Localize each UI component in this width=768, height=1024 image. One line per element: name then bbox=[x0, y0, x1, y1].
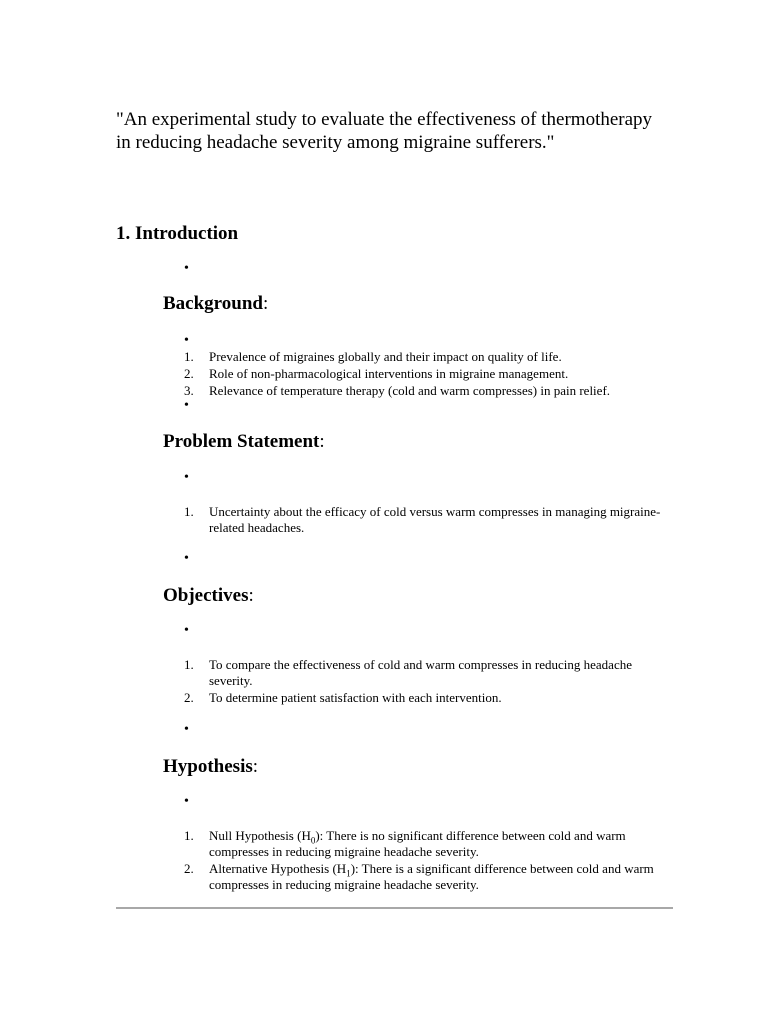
section-heading-introduction: 1. Introduction bbox=[116, 223, 239, 244]
bullet-marker: • bbox=[184, 261, 189, 276]
bullet-marker: • bbox=[184, 333, 189, 348]
bullet-marker: • bbox=[184, 794, 189, 809]
document-title: "An experimental study to evaluate the effectiveness of thermotherapy in reducing headache severity among migraine sufferers." bbox=[116, 109, 653, 153]
subheading-objectives-label: Objectives bbox=[163, 585, 249, 606]
list-item-text: To compare the effectiveness of cold and warm compresses in reducing headache severity. bbox=[209, 657, 632, 688]
list-item-number: 2. bbox=[184, 690, 194, 705]
list-item-text: Prevalence of migraines globally and their impact on quality of life. bbox=[209, 349, 562, 364]
subheading-colon: : bbox=[252, 756, 259, 777]
list-item-number: 1. bbox=[184, 828, 194, 843]
list-item bbox=[163, 366, 663, 382]
list-item bbox=[163, 504, 663, 536]
bullet-marker: • bbox=[184, 470, 189, 485]
subheading-background-label: Background bbox=[163, 293, 263, 314]
list-item-text: Role of non-pharmacological interventions in migraine management. bbox=[209, 366, 569, 381]
list-item-text: Uncertainty about the efficacy of cold versus warm compresses in managing migraine-related headaches. bbox=[209, 504, 661, 535]
subheading-colon: : bbox=[262, 293, 269, 314]
subheading-background bbox=[163, 292, 268, 316]
list-item-number: 1. bbox=[184, 657, 194, 672]
objectives-list bbox=[163, 657, 663, 707]
subheading-colon: : bbox=[319, 431, 325, 452]
list-item bbox=[163, 349, 663, 365]
bullet-marker: • bbox=[184, 722, 189, 737]
list-item-number: 1. bbox=[184, 504, 194, 519]
problem-statement-list bbox=[163, 504, 663, 537]
list-item-number: 2. bbox=[184, 366, 194, 381]
horizontal-rule bbox=[116, 907, 673, 909]
list-item bbox=[163, 690, 663, 706]
subheading-problem-statement bbox=[163, 430, 325, 454]
list-item-number: 3. bbox=[184, 383, 194, 398]
bullet-marker: • bbox=[184, 623, 189, 638]
list-item-text-prefix: Alternative Hypothesis (H bbox=[209, 861, 347, 876]
bullet-marker: • bbox=[184, 551, 189, 566]
list-item bbox=[163, 861, 663, 893]
subheading-objectives bbox=[163, 584, 254, 608]
bullet-marker: • bbox=[184, 398, 189, 413]
subheading-colon: : bbox=[248, 585, 254, 606]
subheading-hypothesis-label: Hypothesis bbox=[163, 756, 253, 777]
list-item bbox=[163, 383, 663, 399]
background-list bbox=[163, 349, 663, 400]
subscript: 1 bbox=[346, 868, 351, 879]
list-item-text-prefix: Null Hypothesis (H bbox=[209, 828, 311, 843]
list-item bbox=[163, 828, 663, 860]
list-item-text: To determine patient satisfaction with each intervention. bbox=[209, 690, 502, 705]
list-item-number: 1. bbox=[184, 349, 194, 364]
list-item-number: 2. bbox=[184, 861, 194, 876]
list-item-text: Relevance of temperature therapy (cold and warm compresses) in pain relief. bbox=[209, 383, 611, 398]
subheading-problem-statement-label: Problem Statement bbox=[163, 431, 320, 452]
subheading-hypothesis bbox=[163, 755, 258, 779]
list-item-text-suffix: ): There is no significant difference between cold and warm compresses in reducing migraine headache severity. bbox=[209, 828, 626, 859]
list-item bbox=[163, 657, 663, 689]
hypothesis-list bbox=[163, 828, 663, 894]
list-item-text-suffix: ): There is a significant difference between cold and warm compresses in reducing migraine headache severity. bbox=[209, 861, 654, 892]
subscript: 0 bbox=[310, 835, 316, 846]
